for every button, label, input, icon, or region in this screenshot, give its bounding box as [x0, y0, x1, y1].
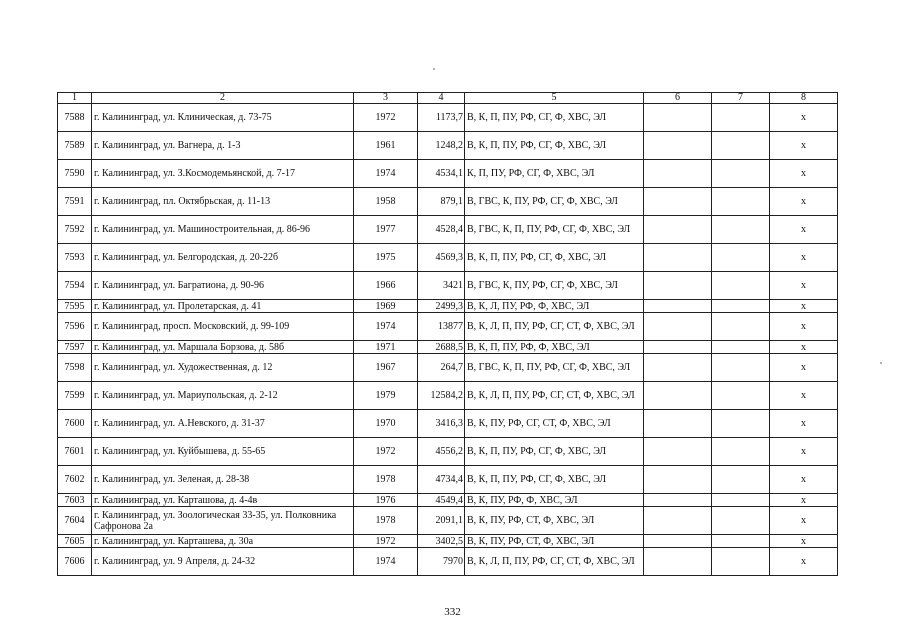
year-cell: 1970	[354, 410, 418, 438]
column-7-cell	[712, 535, 770, 548]
column-6-cell	[644, 188, 712, 216]
row-number: 7597	[58, 341, 92, 354]
row-number: 7600	[58, 410, 92, 438]
year-cell: 1978	[354, 507, 418, 535]
table-row	[58, 466, 838, 494]
address-cell: г. Калининград, ул. Карташева, д. 30а	[92, 535, 354, 548]
address-cell: г. Калининград, ул. А.Невского, д. 31-37	[92, 410, 354, 438]
column-6-cell	[644, 494, 712, 507]
mark-cell: х	[770, 216, 838, 244]
table-row	[58, 341, 838, 354]
systems-cell: В, К, ПУ, РФ, СТ, Ф, ХВС, ЭЛ	[465, 507, 644, 535]
row-number: 7591	[58, 188, 92, 216]
column-6-cell	[644, 272, 712, 300]
systems-cell: В, К, Л, П, ПУ, РФ, СГ, СТ, Ф, ХВС, ЭЛ	[465, 548, 644, 576]
table-row	[58, 132, 838, 160]
column-6-cell	[644, 160, 712, 188]
row-number: 7601	[58, 438, 92, 466]
column-6-cell	[644, 535, 712, 548]
table-row	[58, 300, 838, 313]
column-6-cell	[644, 341, 712, 354]
column-6-cell	[644, 382, 712, 410]
mark-cell: х	[770, 104, 838, 132]
systems-cell: В, К, П, ПУ, РФ, СГ, Ф, ХВС, ЭЛ	[465, 104, 644, 132]
column-header: 4	[418, 93, 465, 104]
area-cell: 2499,3	[418, 300, 465, 313]
area-cell: 4734,4	[418, 466, 465, 494]
table-row	[58, 354, 838, 382]
column-6-cell	[644, 132, 712, 160]
mark-cell: х	[770, 188, 838, 216]
systems-cell: К, П, ПУ, РФ, СГ, Ф, ХВС, ЭЛ	[465, 160, 644, 188]
year-cell: 1969	[354, 300, 418, 313]
area-cell: 4569,3	[418, 244, 465, 272]
table-row	[58, 494, 838, 507]
systems-cell: В, К, Л, П, ПУ, РФ, СГ, СТ, Ф, ХВС, ЭЛ	[465, 382, 644, 410]
address-cell: г. Калининград, ул. Художественная, д. 12	[92, 354, 354, 382]
systems-cell: В, К, ПУ, РФ, Ф, ХВС, ЭЛ	[465, 494, 644, 507]
table-row	[58, 535, 838, 548]
row-number: 7598	[58, 354, 92, 382]
area-cell: 4556,2	[418, 438, 465, 466]
systems-cell: В, ГВС, К, П, ПУ, РФ, СГ, Ф, ХВС, ЭЛ	[465, 354, 644, 382]
mark-cell: х	[770, 466, 838, 494]
column-7-cell	[712, 160, 770, 188]
area-cell: 7970	[418, 548, 465, 576]
column-6-cell	[644, 354, 712, 382]
table-row	[58, 244, 838, 272]
column-7-cell	[712, 313, 770, 341]
area-cell: 1248,2	[418, 132, 465, 160]
column-header: 5	[465, 93, 644, 104]
row-number: 7599	[58, 382, 92, 410]
area-cell: 264,7	[418, 354, 465, 382]
systems-cell: В, К, П, ПУ, РФ, СГ, Ф, ХВС, ЭЛ	[465, 132, 644, 160]
mark-cell: х	[770, 382, 838, 410]
year-cell: 1974	[354, 160, 418, 188]
column-6-cell	[644, 300, 712, 313]
column-7-cell	[712, 354, 770, 382]
table-row	[58, 272, 838, 300]
row-number: 7592	[58, 216, 92, 244]
year-cell: 1967	[354, 354, 418, 382]
scan-speck	[433, 68, 435, 70]
systems-cell: В, К, ПУ, РФ, СГ, СТ, Ф, ХВС, ЭЛ	[465, 410, 644, 438]
column-7-cell	[712, 341, 770, 354]
column-7-cell	[712, 494, 770, 507]
column-7-cell	[712, 272, 770, 300]
year-cell: 1974	[354, 313, 418, 341]
table-body	[58, 93, 838, 576]
systems-cell: В, К, Л, ПУ, РФ, Ф, ХВС, ЭЛ	[465, 300, 644, 313]
year-cell: 1972	[354, 104, 418, 132]
address-cell: г. Калининград, ул. Зоологическая 33-35, ул. Полковника Сафронова 2а	[92, 507, 354, 535]
column-6-cell	[644, 507, 712, 535]
address-cell: г. Калининград, пл. Октябрьская, д. 11-13	[92, 188, 354, 216]
mark-cell: х	[770, 300, 838, 313]
column-7-cell	[712, 382, 770, 410]
address-cell: г. Калининград, ул. Вагнера, д. 1-3	[92, 132, 354, 160]
table-row	[58, 160, 838, 188]
mark-cell: х	[770, 354, 838, 382]
address-cell: г. Калининград, ул. Мариупольская, д. 2-12	[92, 382, 354, 410]
area-cell: 3402,5	[418, 535, 465, 548]
address-cell: г. Калининград, ул. Маршала Борзова, д. 58б	[92, 341, 354, 354]
systems-cell: В, ГВС, К, ПУ, РФ, СГ, Ф, ХВС, ЭЛ	[465, 272, 644, 300]
systems-cell: В, К, ПУ, РФ, СТ, Ф, ХВС, ЭЛ	[465, 535, 644, 548]
mark-cell: х	[770, 535, 838, 548]
table-row	[58, 216, 838, 244]
row-number: 7603	[58, 494, 92, 507]
column-7-cell	[712, 507, 770, 535]
year-cell: 1975	[354, 244, 418, 272]
housing-register-table	[57, 92, 838, 576]
address-cell: г. Калининград, ул. Карташова, д. 4-4в	[92, 494, 354, 507]
area-cell: 3421	[418, 272, 465, 300]
address-cell: г. Калининград, ул. З.Космодемьянской, д. 7-17	[92, 160, 354, 188]
area-cell: 2688,5	[418, 341, 465, 354]
year-cell: 1971	[354, 341, 418, 354]
area-cell: 4534,1	[418, 160, 465, 188]
row-number: 7606	[58, 548, 92, 576]
column-7-cell	[712, 188, 770, 216]
column-header: 2	[92, 93, 354, 104]
mark-cell: х	[770, 341, 838, 354]
table-row	[58, 188, 838, 216]
year-cell: 1966	[354, 272, 418, 300]
column-6-cell	[644, 313, 712, 341]
mark-cell: х	[770, 272, 838, 300]
table-header-row	[58, 93, 838, 104]
column-header: 1	[58, 93, 92, 104]
address-cell: г. Калининград, ул. Пролетарская, д. 41	[92, 300, 354, 313]
area-cell: 4528,4	[418, 216, 465, 244]
row-number: 7589	[58, 132, 92, 160]
area-cell: 3416,3	[418, 410, 465, 438]
table-row	[58, 438, 838, 466]
table-row	[58, 548, 838, 576]
year-cell: 1977	[354, 216, 418, 244]
year-cell: 1979	[354, 382, 418, 410]
column-6-cell	[644, 410, 712, 438]
area-cell: 879,1	[418, 188, 465, 216]
address-cell: г. Калининград, ул. Машиностроительная, д. 86-96	[92, 216, 354, 244]
year-cell: 1976	[354, 494, 418, 507]
column-7-cell	[712, 300, 770, 313]
mark-cell: х	[770, 438, 838, 466]
table-row	[58, 104, 838, 132]
systems-cell: В, К, П, ПУ, РФ, Ф, ХВС, ЭЛ	[465, 341, 644, 354]
page-number: 332	[444, 606, 461, 618]
mark-cell: х	[770, 507, 838, 535]
mark-cell: х	[770, 548, 838, 576]
row-number: 7594	[58, 272, 92, 300]
systems-cell: В, К, П, ПУ, РФ, СГ, Ф, ХВС, ЭЛ	[465, 244, 644, 272]
column-7-cell	[712, 132, 770, 160]
column-header: 8	[770, 93, 838, 104]
address-cell: г. Калининград, ул. Зеленая, д. 28-38	[92, 466, 354, 494]
table-row	[58, 313, 838, 341]
mark-cell: х	[770, 132, 838, 160]
column-7-cell	[712, 216, 770, 244]
row-number: 7596	[58, 313, 92, 341]
column-7-cell	[712, 244, 770, 272]
column-header: 3	[354, 93, 418, 104]
row-number: 7602	[58, 466, 92, 494]
table-row	[58, 382, 838, 410]
table-row	[58, 410, 838, 438]
mark-cell: х	[770, 494, 838, 507]
address-cell: г. Калининград, ул. Багратиона, д. 90-96	[92, 272, 354, 300]
column-6-cell	[644, 438, 712, 466]
mark-cell: х	[770, 313, 838, 341]
year-cell: 1961	[354, 132, 418, 160]
year-cell: 1974	[354, 548, 418, 576]
column-6-cell	[644, 216, 712, 244]
row-number: 7605	[58, 535, 92, 548]
column-7-cell	[712, 548, 770, 576]
address-cell: г. Калининград, ул. 9 Апреля, д. 24-32	[92, 548, 354, 576]
year-cell: 1972	[354, 535, 418, 548]
column-header: 6	[644, 93, 712, 104]
area-cell: 12584,2	[418, 382, 465, 410]
column-6-cell	[644, 104, 712, 132]
column-7-cell	[712, 438, 770, 466]
scan-speck	[880, 362, 882, 364]
mark-cell: х	[770, 160, 838, 188]
row-number: 7593	[58, 244, 92, 272]
area-cell: 1173,7	[418, 104, 465, 132]
address-cell: г. Калининград, ул. Куйбышева, д. 55-65	[92, 438, 354, 466]
address-cell: г. Калининград, ул. Клиническая, д. 73-75	[92, 104, 354, 132]
row-number: 7595	[58, 300, 92, 313]
table-row	[58, 507, 838, 535]
column-7-cell	[712, 104, 770, 132]
column-6-cell	[644, 466, 712, 494]
column-6-cell	[644, 548, 712, 576]
column-6-cell	[644, 244, 712, 272]
row-number: 7590	[58, 160, 92, 188]
year-cell: 1958	[354, 188, 418, 216]
mark-cell: х	[770, 244, 838, 272]
column-header: 7	[712, 93, 770, 104]
row-number: 7588	[58, 104, 92, 132]
row-number: 7604	[58, 507, 92, 535]
area-cell: 13877	[418, 313, 465, 341]
column-7-cell	[712, 410, 770, 438]
year-cell: 1978	[354, 466, 418, 494]
systems-cell: В, ГВС, К, П, ПУ, РФ, СГ, Ф, ХВС, ЭЛ	[465, 216, 644, 244]
year-cell: 1972	[354, 438, 418, 466]
systems-cell: В, К, Л, П, ПУ, РФ, СГ, СТ, Ф, ХВС, ЭЛ	[465, 313, 644, 341]
systems-cell: В, ГВС, К, ПУ, РФ, СГ, Ф, ХВС, ЭЛ	[465, 188, 644, 216]
area-cell: 2091,1	[418, 507, 465, 535]
address-cell: г. Калининград, просп. Московский, д. 99-109	[92, 313, 354, 341]
systems-cell: В, К, П, ПУ, РФ, СГ, Ф, ХВС, ЭЛ	[465, 438, 644, 466]
systems-cell: В, К, П, ПУ, РФ, СГ, Ф, ХВС, ЭЛ	[465, 466, 644, 494]
area-cell: 4549,4	[418, 494, 465, 507]
mark-cell: х	[770, 410, 838, 438]
address-cell: г. Калининград, ул. Белгородская, д. 20-22б	[92, 244, 354, 272]
column-7-cell	[712, 466, 770, 494]
